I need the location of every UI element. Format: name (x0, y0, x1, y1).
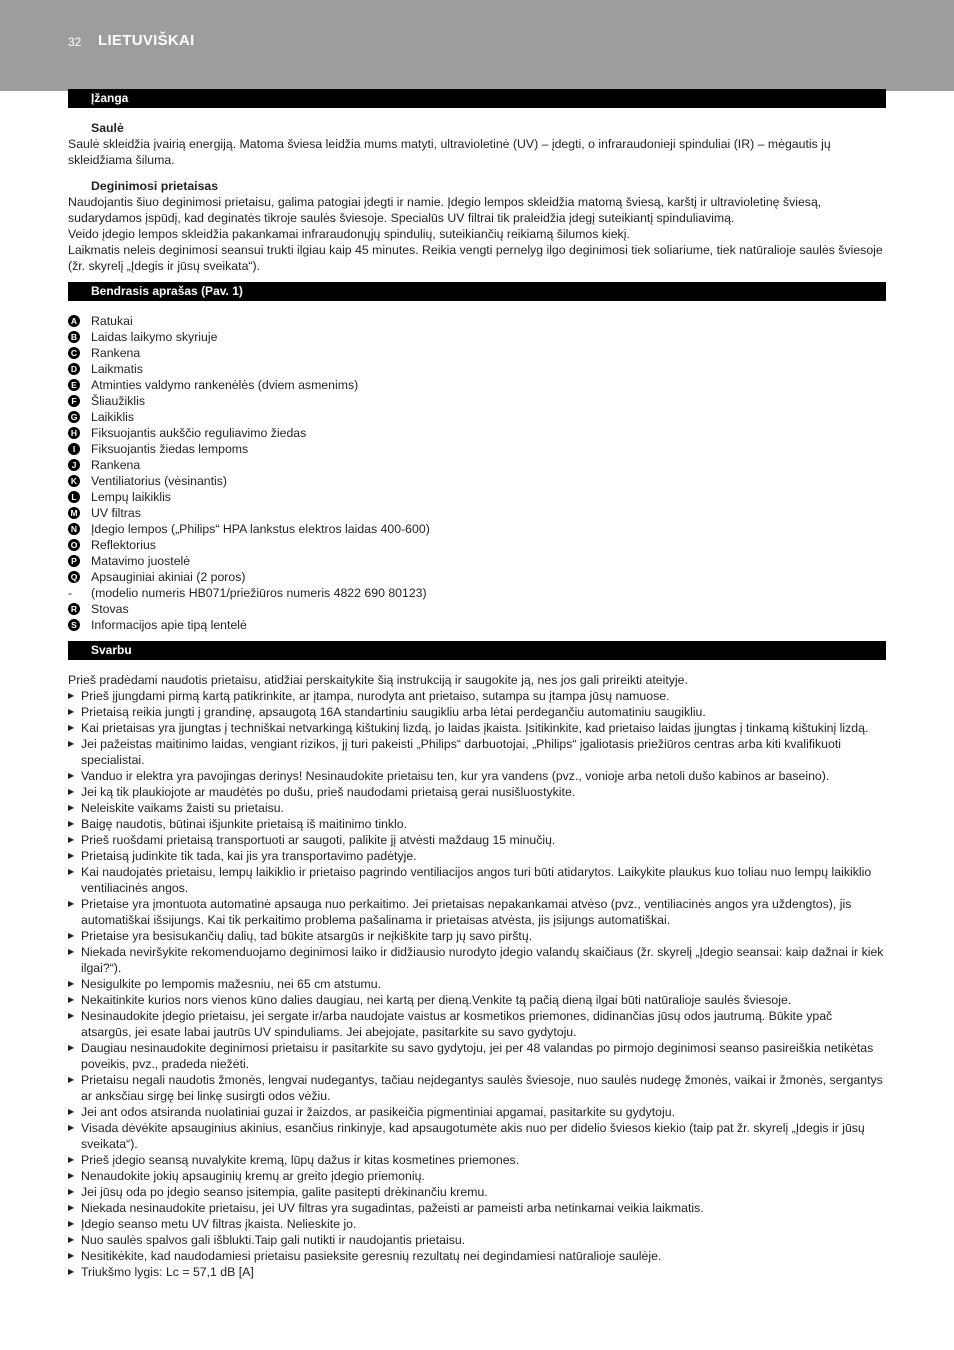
bullet-item (68, 720, 886, 736)
bullet-item (68, 1200, 886, 1216)
bullet-item (68, 928, 886, 944)
legend-item (68, 329, 886, 345)
bullet-text: Jei pažeistas maitinimo laidas, vengiant rizikos, jį turi pakeisti „Philips“ darbuotojai, „Philips“ įgaliotasis priežiūros centras arba kiti kvalifikuoti specialistai. (81, 737, 841, 767)
bullet-text: Baigę naudotis, būtinai išjunkite prietaisą iš maitinimo tinklo. (81, 817, 408, 831)
bullet-item (68, 976, 886, 992)
page-number: 32 (68, 35, 82, 49)
section-heading-general: Bendrasis aprašas (Pav. 1) (68, 282, 886, 301)
legend-item (68, 505, 886, 521)
bullet-arrow-icon: ▶ (68, 691, 75, 700)
legend-text: Reflektorius (91, 538, 156, 552)
bullet-text: Prietaise yra įmontuota automatinė apsauga nuo perkaitimo. Jei prietaisas nepakankamai atvėso (pvz., ventiliacinės angos yra uždengtos), jis automatiškai išsijungs. Kai tik perkaitimo problema pašalinama ir prietaisas atvėsta, jis įsijungs automatiškai. (81, 897, 852, 927)
legend-badge: C (68, 347, 80, 359)
bullet-text: Nenaudokite jokių apsauginių kremų ar greito įdegio priemonių. (81, 1169, 425, 1183)
bullet-item (68, 1008, 886, 1040)
bullet-arrow-icon: ▶ (68, 707, 75, 716)
bullet-item (68, 1216, 886, 1232)
legend-text: Lempų laikiklis (91, 490, 171, 504)
bullet-arrow-icon: ▶ (68, 1251, 75, 1260)
legend-item (68, 585, 886, 601)
legend-text: Matavimo juostelė (91, 554, 191, 568)
legend-item (68, 441, 886, 457)
legend-badge: G (68, 411, 80, 423)
language-title: LIETUVIŠKAI (98, 32, 195, 49)
bullet-item (68, 992, 886, 1008)
header-bar (0, 0, 954, 91)
bullet-arrow-icon: ▶ (68, 723, 75, 732)
bullet-item (68, 736, 886, 768)
bullet-text: Jei jūsų oda po įdegio seanso įsitempia, galite pasitepti drėkinančiu kremu. (81, 1185, 488, 1199)
legend-item (68, 537, 886, 553)
bullet-arrow-icon: ▶ (68, 995, 75, 1004)
bullet-item (68, 864, 886, 896)
bullet-text: Niekada nesinaudokite prietaisu, jei UV filtras yra sugadintas, pažeisti ar pameisti arba netinkamai veikia laikmatis. (81, 1201, 704, 1215)
bullet-item (68, 896, 886, 928)
bullet-arrow-icon: ▶ (68, 1267, 75, 1276)
bullet-arrow-icon: ▶ (68, 739, 75, 748)
section-heading-intro: Įžanga (68, 89, 886, 108)
legend-badge: A (68, 315, 80, 327)
legend-text: Atminties valdymo rankenėlės (dviem asmenims) (91, 378, 359, 392)
bullet-text: Daugiau nesinaudokite deginimosi prietaisu ir pasitarkite su savo gydytoju, jei per 48 valandas po pirmojo deginimosi seanso pasireiškia netikėtas poveikis, pvz., pradeda niežėti. (81, 1041, 874, 1071)
bullet-arrow-icon: ▶ (68, 931, 75, 940)
bullet-arrow-icon: ▶ (68, 1123, 75, 1132)
bullet-text: Nuo saulės spalvos gali išblukti.Taip gali nutikti ir naudojantis prietaisu. (81, 1233, 466, 1247)
bullet-text: Nesigulkite po lempomis mažesniu, nei 65 cm atstumu. (81, 977, 382, 991)
legend-item (68, 345, 886, 361)
bullet-text: Prieš įjungdami pirmą kartą patikrinkite, ar įtampa, nurodyta ant prietaiso, sutampa su įtampa jūsų namuose. (81, 689, 670, 703)
bullet-item (68, 1104, 886, 1120)
legend-item (68, 377, 886, 393)
bullet-text: Visada dėvėkite apsauginius akinius, esančius rinkinyje, kad apsaugotumėte akis nuo per didelio šviesos kiekio (taip pat žr. skyrelį „Įdegis ir jūsų sveikata“). (81, 1121, 865, 1151)
legend-badge: R (68, 603, 80, 615)
legend-text: Laikmatis (91, 362, 143, 376)
bullet-item (68, 1232, 886, 1248)
bullet-text: Kai naudojatės prietaisu, lempų laikiklio ir prietaiso pagrindo ventiliacijos angos turi būti atidarytos. Laikykite plaukus kuo toliau nuo lempų laikiklio ventiliacinės angos. (81, 865, 872, 895)
legend-text: Šliaužiklis (91, 394, 145, 408)
legend-item (68, 569, 886, 585)
legend-text: (modelio numeris HB071/priežiūros numeris 4822 690 80123) (91, 586, 427, 600)
legend-badge: P (68, 555, 80, 567)
paragraph-devices-1: Naudojantis šiuo deginimosi prietaisu, galima patogiai įdegti ir namie. Įdegio lempos skleidžia matomą šviesą, karštį ir ultravioletinę šviesą, sudarydamos įspūdį, kad deginatės tikroje saulės šviesoje. Specialūs UV filtrai tik praleidžia įdegį suteikiantį spinduliavimą. (68, 195, 822, 225)
bullet-arrow-icon: ▶ (68, 1219, 75, 1228)
bullet-item (68, 848, 886, 864)
subheading-devices: Deginimosi prietaisas (91, 179, 219, 193)
legend-item (68, 409, 886, 425)
legend-badge: F (68, 395, 80, 407)
legend-badge: H (68, 427, 80, 439)
bullet-arrow-icon: ▶ (68, 835, 75, 844)
legend-dash: - (68, 586, 73, 600)
bullet-arrow-icon: ▶ (68, 851, 75, 860)
legend-item (68, 473, 886, 489)
legend-badge: I (68, 443, 80, 455)
bullet-text: Prieš ruošdami prietaisą transportuoti ar saugoti, palikite jį atvėsti maždaug 15 minučių. (81, 833, 556, 847)
section-heading-important: Svarbu (68, 641, 886, 660)
bullet-arrow-icon: ▶ (68, 1011, 75, 1020)
legend-text: Ventiliatorius (vėsinantis) (91, 474, 228, 488)
legend-item (68, 361, 886, 377)
legend-item (68, 601, 886, 617)
legend-text: Laikiklis (91, 410, 135, 424)
legend-text: Ratukai (91, 314, 133, 328)
legend-badge: D (68, 363, 80, 375)
bullet-arrow-icon: ▶ (68, 979, 75, 988)
bullet-text: Jei ką tik plaukiojote ar maudėtės po dušu, prieš naudodami prietaisą gerai nusišluostykite. (81, 785, 576, 799)
legend-item (68, 617, 886, 633)
legend-item (68, 457, 886, 473)
legend-text: Stovas (91, 602, 129, 616)
legend-badge: J (68, 459, 80, 471)
bullet-item (68, 1184, 886, 1200)
bullet-arrow-icon: ▶ (68, 1107, 75, 1116)
legend-text: Apsauginiai akiniai (2 poros) (91, 570, 246, 584)
bullet-item (68, 1264, 886, 1280)
bullet-text: Triukšmo lygis: Lc = 57,1 dB [A] (81, 1265, 254, 1279)
legend-badge: N (68, 523, 80, 535)
legend-item (68, 521, 886, 537)
bullet-arrow-icon: ▶ (68, 1171, 75, 1180)
bullet-item (68, 704, 886, 720)
legend-badge: Q (68, 571, 80, 583)
bullet-text: Niekada neviršykite rekomenduojamo deginimosi laiko ir didžiausio nurodyto įdegio valandų skaičiaus (žr. skyrelį „Įdegio seansai: kaip dažnai ir kiek ilgai?“). (81, 945, 884, 975)
bullet-item (68, 944, 886, 976)
legend-text: Laidas laikymo skyriuje (91, 330, 218, 344)
paragraph-devices-3: Laikmatis neleis deginimosi seansui trukti ilgiau kaip 45 minutes. Reikia vengti pernelyg ilgo deginimosi tiek soliariume, tiek natūralioje saulės šviesoje (žr. skyrelį „Įdegis ir jūsų sveikata“). (68, 243, 883, 273)
legend-badge: K (68, 475, 80, 487)
legend-badge: B (68, 331, 80, 343)
legend-item (68, 425, 886, 441)
bullet-item (68, 1120, 886, 1152)
bullet-text: Vanduo ir elektra yra pavojingas derinys! Nesinaudokite prietaisu ten, kur yra vandens (pvz., vonioje arba netoli dušo kabinos ar baseino). (81, 769, 830, 783)
bullet-text: Prietaisu negali naudotis žmonės, lengvai nudegantys, tačiau neįdegantys saulės šviesoje, nuo saulės nudegę žmonės, vaikai ir žmonės, sergantys ar anksčiau sirgę bei linkę susirgti odos vėžiu. (81, 1073, 883, 1103)
bullet-text: Prieš įdegio seansą nuvalykite kremą, lūpų dažus ir kitas kosmetines priemones. (81, 1153, 520, 1167)
legend-badge: S (68, 619, 80, 631)
legend-badge: M (68, 507, 80, 519)
bullet-arrow-icon: ▶ (68, 1235, 75, 1244)
bullet-text: Neleiskite vaikams žaisti su prietaisu. (81, 801, 284, 815)
legend-item (68, 553, 886, 569)
paragraph-devices-2: Veido įdegio lempos skleidžia pakankamai infraraudonųjų spindulių, suteikiančių reikiamą šilumos kiekį. (68, 227, 630, 241)
bullet-item (68, 1152, 886, 1168)
bullet-arrow-icon: ▶ (68, 1187, 75, 1196)
legend-text: Rankena (91, 458, 141, 472)
bullet-arrow-icon: ▶ (68, 1203, 75, 1212)
bullet-arrow-icon: ▶ (68, 1155, 75, 1164)
bullet-item (68, 688, 886, 704)
bullet-text: Įdegio seanso metu UV filtras įkaista. Nelieskite jo. (81, 1217, 357, 1231)
parts-legend (68, 313, 886, 633)
bullet-item (68, 800, 886, 816)
bullet-text: Jei ant odos atsiranda nuolatiniai guzai ir žaizdos, ar pasikeičia pigmentiniai apgamai, pasitarkite su gydytoju. (81, 1105, 675, 1119)
legend-badge: O (68, 539, 80, 551)
legend-text: Įdegio lempos („Philips“ HPA lankstus elektros laidas 400-600) (91, 522, 430, 536)
bullet-item (68, 1168, 886, 1184)
bullet-arrow-icon: ▶ (68, 867, 75, 876)
bullet-text: Nesinaudokite įdegio prietaisu, jei sergate ir/arba naudojate vaistus ar kosmetikos priemones, didinančias jūsų odos jautrumą. Būkite ypač atsargūs, jei esate labai jautrūs UV spinduliams. Jei abejojate, pasitarkite su savo gydytoju. (81, 1009, 833, 1039)
legend-text: Fiksuojantis žiedas lempoms (91, 442, 249, 456)
legend-text: UV filtras (91, 506, 141, 520)
bullet-item (68, 784, 886, 800)
bullet-text: Kai prietaisas yra įjungtas į techniškai netvarkingą kištukinį lizdą, jo laidas įkaista. Įsitikinkite, kad prietaiso laidas įjungtas į tinkamą kištukinį lizdą. (81, 721, 869, 735)
page-content (68, 89, 886, 1280)
bullet-text: Nekaitinkite kurios nors vienos kūno dalies daugiau, nei kartą per dieną.Venkite tą pačią dieną ilgai būti natūralioje saulės šviesoje. (81, 993, 792, 1007)
bullet-arrow-icon: ▶ (68, 803, 75, 812)
subheading-sun: Saulė (91, 121, 124, 135)
bullet-text: Prietaisą judinkite tik tada, kai jis yra transportavimo padėtyje. (81, 849, 417, 863)
bullet-arrow-icon: ▶ (68, 787, 75, 796)
bullet-text: Nesitikėkite, kad naudodamiesi prietaisu pasieksite geresnių rezultatų nei degindamiesi natūralioje saulėje. (81, 1249, 662, 1263)
bullet-item (68, 1040, 886, 1072)
bullet-text: Prietaisą reikia jungti į grandinę, apsaugotą 16A standartiniu saugikliu arba lėtai perdegančiu automatiniu saugikliu. (81, 705, 706, 719)
legend-text: Fiksuojantis aukščio reguliavimo žiedas (91, 426, 307, 440)
legend-item (68, 313, 886, 329)
legend-text: Rankena (91, 346, 141, 360)
bullet-item (68, 768, 886, 784)
bullet-arrow-icon: ▶ (68, 1075, 75, 1084)
bullet-item (68, 1248, 886, 1264)
legend-item (68, 489, 886, 505)
legend-badge: E (68, 379, 80, 391)
bullet-arrow-icon: ▶ (68, 819, 75, 828)
bullet-item (68, 832, 886, 848)
legend-item (68, 393, 886, 409)
bullet-arrow-icon: ▶ (68, 947, 75, 956)
paragraph-sun: Saulė skleidžia įvairią energiją. Matoma šviesa leidžia mums matyti, ultravioletinė (UV) – įdegti, o infraraudonieji spinduliai (IR) – mėgautis jų skleidžiama šiluma. (68, 137, 831, 167)
bullet-arrow-icon: ▶ (68, 771, 75, 780)
paragraph-important-intro: Prieš pradėdami naudotis prietaisu, atidžiai perskaitykite šią instrukciją ir saugokite ją, nes jos gali prireikti ateityje. (68, 673, 688, 687)
bullet-arrow-icon: ▶ (68, 899, 75, 908)
legend-badge: L (68, 491, 80, 503)
legend-text: Informacijos apie tipą lentelė (91, 618, 247, 632)
important-bullet-list (68, 688, 886, 1280)
bullet-arrow-icon: ▶ (68, 1043, 75, 1052)
bullet-item (68, 1072, 886, 1104)
bullet-item (68, 816, 886, 832)
bullet-text: Prietaise yra besisukančių dalių, tad būkite atsargūs ir neįkiškite tarp jų savo pirštų. (81, 929, 533, 943)
